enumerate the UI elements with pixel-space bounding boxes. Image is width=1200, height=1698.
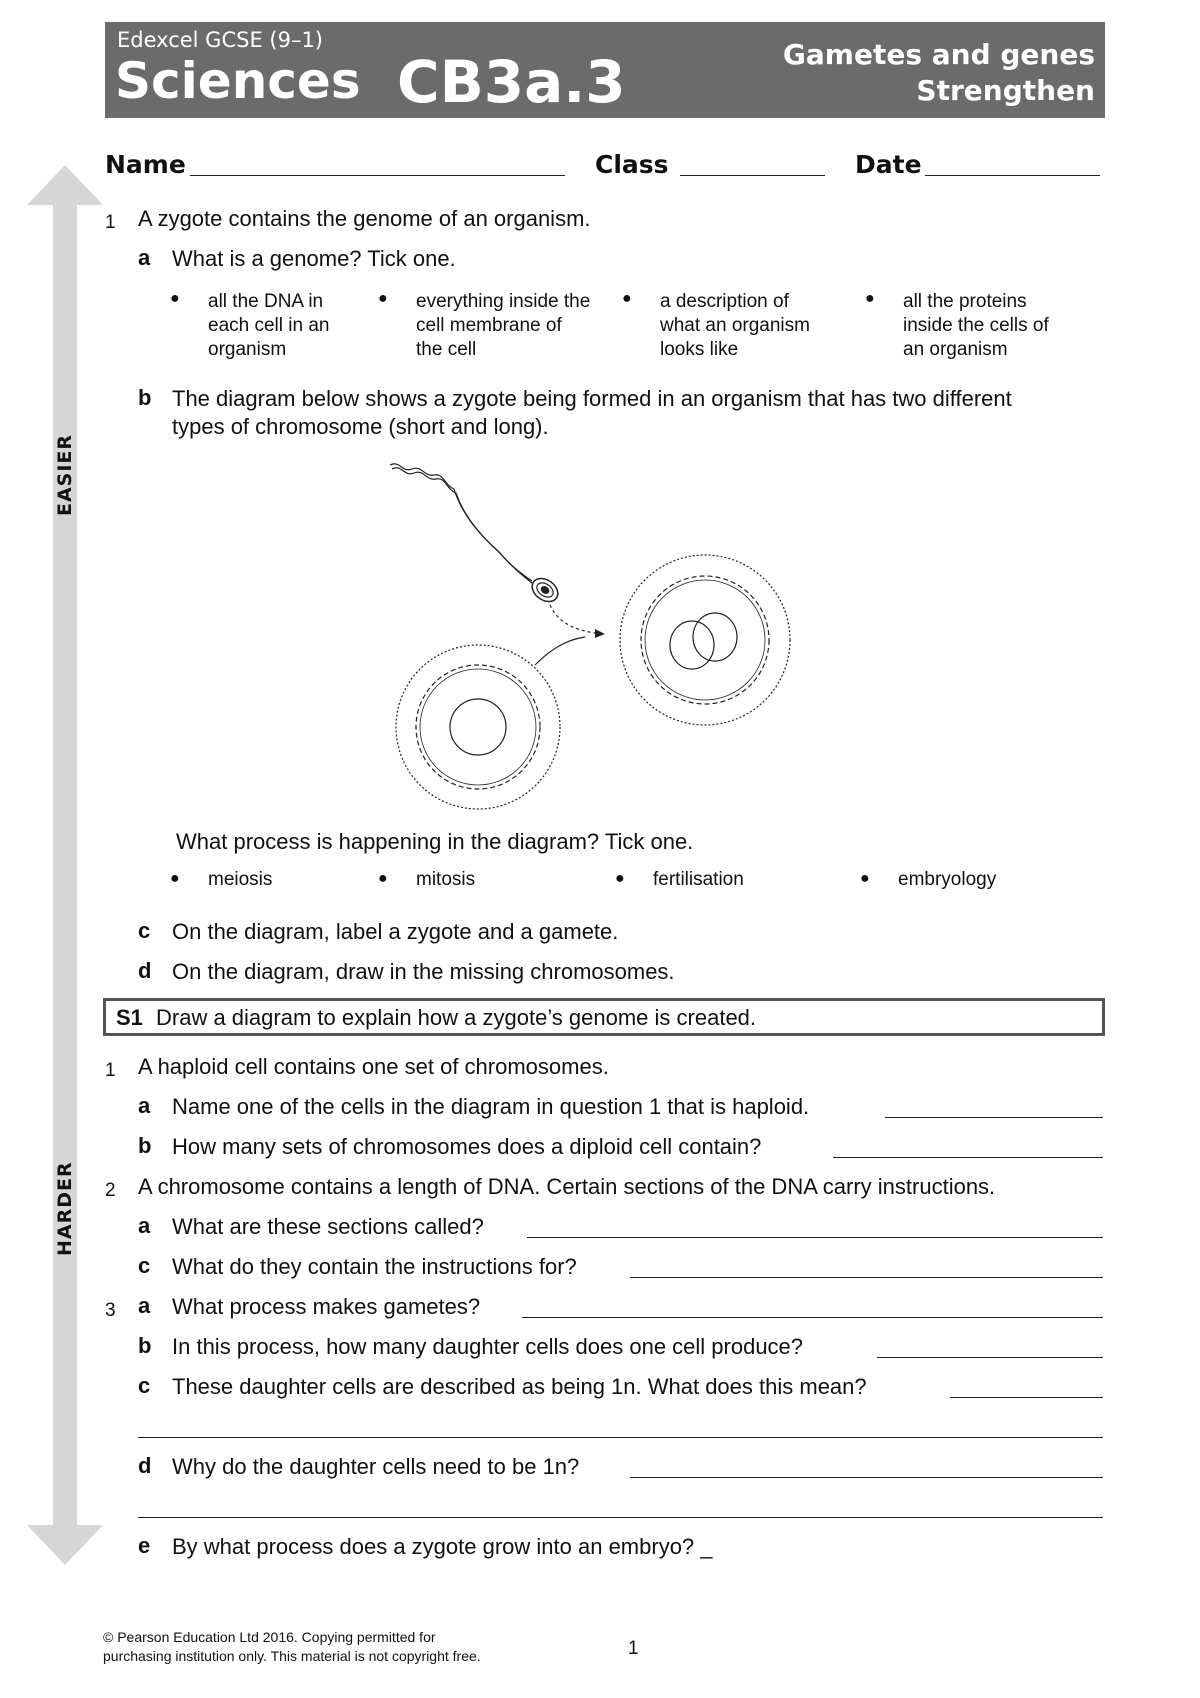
part-letter: b	[138, 385, 152, 410]
header-banner	[105, 22, 1105, 118]
worksheet-level: Strengthen	[916, 74, 1095, 107]
answer-line[interactable]	[138, 1517, 1103, 1518]
answer-line[interactable]	[527, 1237, 1103, 1238]
brand-title: Sciences	[115, 52, 361, 110]
tick-bullet: ●	[170, 870, 180, 887]
question-number: 1	[105, 1060, 116, 1081]
question-text: By what process does a zygote grow into an embryo? _	[172, 1534, 713, 1559]
question-text: What are these sections called?	[172, 1214, 484, 1239]
answer-line[interactable]	[138, 1437, 1103, 1438]
tick-bullet: ●	[170, 290, 180, 307]
part-letter: c	[138, 918, 151, 943]
question-text: A chromosome contains a length of DNA. Certain sections of the DNA carry instructions.	[138, 1174, 996, 1199]
answer-line[interactable]	[950, 1397, 1103, 1398]
part-letter: d	[138, 1453, 152, 1478]
option-line: cell membrane of	[416, 315, 562, 336]
tick-bullet: ●	[378, 870, 388, 887]
tick-bullet: ●	[378, 290, 388, 307]
option-line: what an organism	[660, 315, 810, 336]
answer-line[interactable]	[877, 1357, 1103, 1358]
option-line: each cell in an	[208, 315, 330, 336]
tick-bullet: ●	[865, 290, 875, 307]
copyright-line: © Pearson Education Ltd 2016. Copying permitted for	[103, 1629, 436, 1645]
answer-line[interactable]	[833, 1157, 1103, 1158]
question-number: 2	[105, 1180, 116, 1201]
option-label: fertilisation	[653, 869, 744, 890]
egg-gamete	[396, 645, 560, 809]
question-text: A zygote contains the genome of an organism.	[138, 206, 591, 231]
part-letter: c	[138, 1253, 151, 1278]
question-number: 1	[105, 212, 116, 233]
option-label: meiosis	[208, 869, 273, 890]
answer-line[interactable]	[522, 1317, 1103, 1318]
answer-line[interactable]	[630, 1477, 1103, 1478]
part-letter: a	[138, 245, 151, 270]
copyright-notice	[103, 1628, 481, 1666]
page-number: 1	[628, 1638, 639, 1659]
option-line: the cell	[416, 339, 477, 360]
option-line: an organism	[903, 339, 1008, 360]
worksheet-title: Gametes and genes	[782, 38, 1095, 71]
part-letter: a	[138, 1213, 151, 1238]
question-text: Why do the daughter cells need to be 1n?	[172, 1454, 580, 1479]
question-text: What process makes gametes?	[172, 1294, 481, 1319]
question-text: types of chromosome (short and long).	[172, 414, 549, 439]
option-label: embryology	[898, 869, 997, 890]
question-text: How many sets of chromosomes does a diploid cell contain?	[172, 1134, 762, 1159]
question-text: On the diagram, label a zygote and a gamete.	[172, 919, 619, 944]
part-letter: c	[138, 1373, 151, 1398]
tick-bullet: ●	[622, 290, 632, 307]
name-label: Name	[105, 150, 186, 179]
question-text: A haploid cell contains one set of chromosomes.	[138, 1054, 609, 1079]
option-label: mitosis	[416, 869, 476, 890]
part-letter: a	[138, 1093, 151, 1118]
process-options	[170, 868, 1110, 896]
date-field[interactable]	[925, 175, 1100, 176]
task-text: Draw a diagram to explain how a zygote’s genome is created.	[156, 1005, 757, 1030]
brand-subtitle: Edexcel GCSE (9–1)	[117, 28, 324, 52]
question-number: 3	[105, 1300, 116, 1321]
part-letter: d	[138, 958, 152, 983]
date-label: Date	[855, 150, 922, 179]
question-text: These daughter cells are described as being 1n. What does this mean?	[172, 1374, 867, 1399]
question-text: What do they contain the instructions for?	[172, 1254, 577, 1279]
tick-bullet: ●	[615, 870, 625, 887]
part-letter: b	[138, 1333, 152, 1358]
answer-line[interactable]	[885, 1117, 1103, 1118]
part-letter: b	[138, 1133, 152, 1158]
task-label: S1	[116, 1005, 143, 1030]
question-text: Name one of the cells in the diagram in question 1 that is haploid.	[172, 1094, 810, 1119]
zygote-cell	[620, 555, 790, 725]
fertilisation-diagram[interactable]	[380, 455, 840, 815]
option-line: organism	[208, 339, 287, 360]
question-text: What process is happening in the diagram? Tick one.	[176, 829, 694, 854]
worksheet-code: CB3a.3	[397, 48, 626, 116]
option-line: all the DNA in	[208, 291, 324, 312]
option-line: inside the cells of	[903, 315, 1049, 336]
copyright-line: purchasing institution only. This material is not copyright free.	[103, 1648, 481, 1664]
answer-line[interactable]	[630, 1277, 1103, 1278]
name-field[interactable]	[190, 175, 565, 176]
question-text: What is a genome? Tick one.	[172, 246, 456, 271]
easier-label: EASIER	[54, 433, 76, 516]
class-label: Class	[595, 150, 669, 179]
question-text: On the diagram, draw in the missing chromosomes.	[172, 959, 675, 984]
sperm-gamete	[390, 464, 605, 665]
class-field[interactable]	[680, 175, 825, 176]
option-line: all the proteins	[903, 291, 1027, 312]
part-letter: e	[138, 1533, 151, 1558]
genome-options	[170, 290, 1110, 370]
option-line: everything inside the	[416, 291, 591, 312]
tick-bullet: ●	[860, 870, 870, 887]
option-line: a description of	[660, 291, 789, 312]
harder-label: HARDER	[54, 1161, 76, 1256]
part-letter: a	[138, 1293, 151, 1318]
difficulty-arrow	[20, 165, 110, 1565]
question-text: In this process, how many daughter cells does one cell produce?	[172, 1334, 804, 1359]
option-line: looks like	[660, 339, 739, 360]
strengthen-task-box	[103, 998, 1105, 1036]
question-text: The diagram below shows a zygote being formed in an organism that has two different	[172, 386, 1012, 411]
